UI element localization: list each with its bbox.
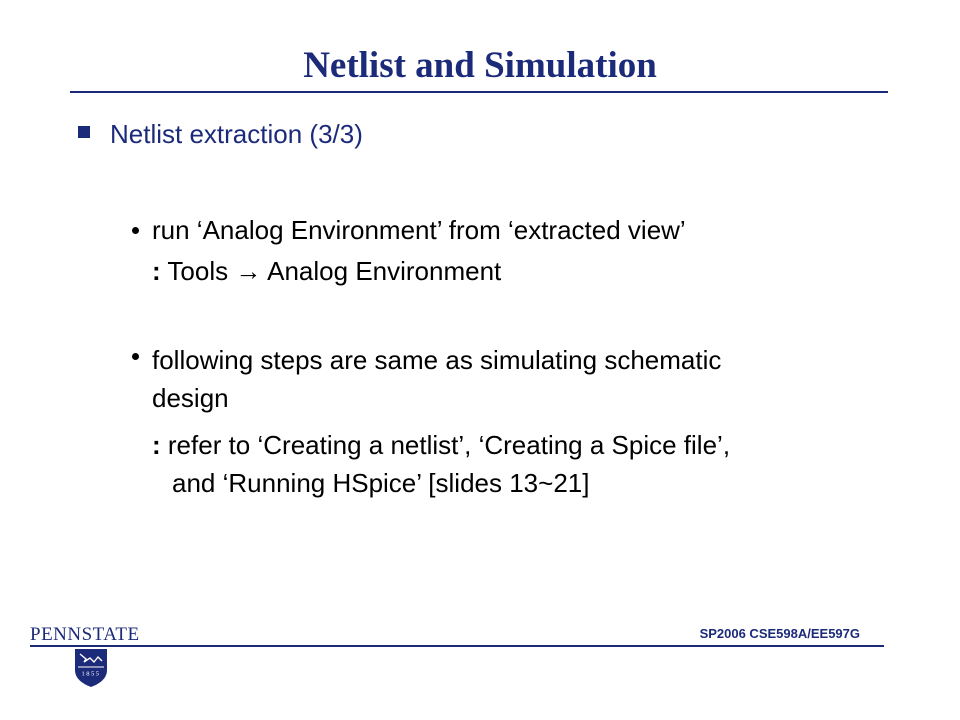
slide-title: Netlist and Simulation <box>303 45 657 86</box>
title-divider <box>70 91 888 93</box>
bullet2-line2: design <box>152 383 229 413</box>
bullet1-line2 <box>152 255 501 287</box>
pennstate-logo <box>30 624 140 694</box>
bullet2-line3 <box>152 429 730 461</box>
shield-icon <box>74 648 108 688</box>
footer-divider <box>30 645 884 647</box>
bullet-dot-icon <box>132 353 139 360</box>
logo-wordmark: PENNSTATE <box>30 624 140 645</box>
colon-marker: : <box>152 256 161 286</box>
bullet2-line3-text: refer to ‘Creating a netlist’, ‘Creating a Spice file’, <box>160 430 731 460</box>
shield-year: 1855 <box>81 670 101 678</box>
bullet2-line1: following steps are same as simulating schematic <box>152 345 722 375</box>
section-heading: Netlist extraction (3/3) <box>110 119 363 149</box>
course-label: SP2006 CSE598A/EE597G <box>699 626 860 641</box>
bullet1-line1: run ‘Analog Environment’ from ‘extracted view’ <box>152 215 686 245</box>
bullet-dot-icon <box>132 227 139 234</box>
square-bullet-icon <box>78 126 90 138</box>
colon-marker: : <box>152 430 161 460</box>
bullet2-line4: and ‘Running HSpice’ [slides 13~21] <box>172 468 590 498</box>
bullet1-line2-text: Tools → Analog Environment <box>160 256 502 286</box>
